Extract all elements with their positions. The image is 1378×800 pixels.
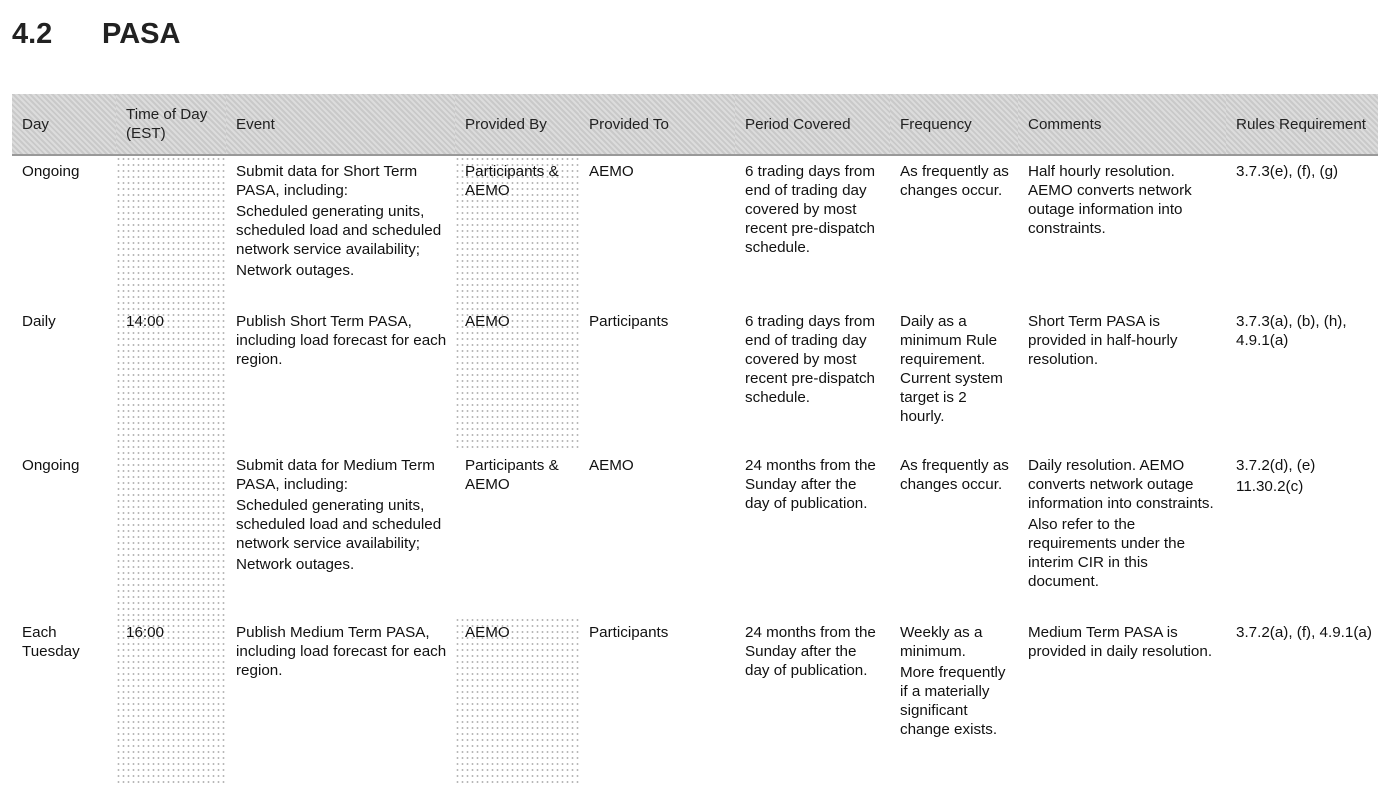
rules-text: 11.30.2(c) bbox=[1236, 478, 1304, 495]
event-cell bbox=[226, 450, 455, 617]
col-header-event: Event bbox=[226, 94, 455, 155]
period-cell bbox=[735, 617, 890, 785]
day-cell: Each Tuesday bbox=[22, 624, 80, 660]
comments-text: Half hourly resolution. AEMO converts network outage information into constraints. bbox=[1028, 163, 1192, 237]
col-header-comments: Comments bbox=[1018, 94, 1226, 155]
provided-to-cell: Participants bbox=[589, 313, 669, 330]
time-cell bbox=[116, 450, 226, 617]
frequency-text: As frequently as changes occur. bbox=[900, 163, 1009, 199]
day-cell: Daily bbox=[22, 313, 56, 330]
comments-cell bbox=[1018, 155, 1226, 306]
rules-text: 3.7.2(d), (e) bbox=[1236, 457, 1316, 474]
event-text: Submit data for Short Term PASA, including: bbox=[236, 163, 418, 199]
period-text: 6 trading days from end of trading day covered by most recent pre-dispatch schedule. bbox=[745, 313, 876, 406]
frequency-text: As frequently as changes occur. bbox=[900, 457, 1009, 493]
provided-by-cell: AEMO bbox=[455, 306, 579, 450]
event-text: Scheduled generating units, scheduled load and scheduled network service availability; bbox=[236, 203, 442, 258]
day-cell: Ongoing bbox=[22, 163, 80, 180]
table-row bbox=[12, 155, 1378, 306]
table-row bbox=[12, 617, 1378, 785]
table-row bbox=[12, 306, 1378, 450]
col-header-day: Day bbox=[12, 94, 116, 155]
frequency-cell bbox=[890, 617, 1018, 785]
rules-cell bbox=[1226, 617, 1378, 785]
event-text: Network outages. bbox=[236, 556, 355, 573]
time-cell: 14:00 bbox=[116, 306, 226, 450]
event-text: Network outages. bbox=[236, 262, 355, 279]
frequency-cell bbox=[890, 450, 1018, 617]
provided-by-cell: AEMO bbox=[455, 617, 579, 785]
col-header-time: Time of Day (EST) bbox=[116, 94, 226, 155]
comments-text: Medium Term PASA is provided in daily resolution. bbox=[1028, 624, 1213, 660]
col-header-period: Period Covered bbox=[735, 94, 890, 155]
event-text: Publish Short Term PASA, including load forecast for each region. bbox=[236, 313, 447, 368]
day-cell: Ongoing bbox=[22, 457, 80, 474]
col-header-rules: Rules Requirement bbox=[1226, 94, 1378, 155]
period-cell bbox=[735, 450, 890, 617]
provided-by-cell: Participants & AEMO bbox=[455, 155, 579, 306]
provided-to-cell: AEMO bbox=[589, 163, 634, 180]
section-heading bbox=[12, 18, 180, 51]
frequency-text: Weekly as a minimum. bbox=[900, 624, 983, 660]
rules-text: 3.7.3(a), (b), (h), 4.9.1(a) bbox=[1236, 313, 1347, 349]
col-header-provided-to: Provided To bbox=[579, 94, 735, 155]
comments-text: Short Term PASA is provided in half-hourly resolution. bbox=[1028, 313, 1178, 368]
event-text: Submit data for Medium Term PASA, including: bbox=[236, 457, 435, 493]
comments-text: Also refer to the requirements under the interim CIR in this document. bbox=[1028, 516, 1186, 590]
event-text: Scheduled generating units, scheduled load and scheduled network service availability; bbox=[236, 497, 442, 552]
rules-cell bbox=[1226, 306, 1378, 450]
period-cell bbox=[735, 155, 890, 306]
table-row bbox=[12, 450, 1378, 617]
rules-cell bbox=[1226, 155, 1378, 306]
comments-cell bbox=[1018, 306, 1226, 450]
frequency-text: More frequently if a materially significant change exists. bbox=[900, 664, 1006, 738]
frequency-cell bbox=[890, 155, 1018, 306]
event-text: Publish Medium Term PASA, including load forecast for each region. bbox=[236, 624, 447, 679]
comments-text: Daily resolution. AEMO converts network outage information into constraints. bbox=[1028, 457, 1214, 512]
rules-cell bbox=[1226, 450, 1378, 617]
provided-by-cell: Participants & AEMO bbox=[465, 457, 559, 493]
comments-cell bbox=[1018, 617, 1226, 785]
rules-text: 3.7.2(a), (f), 4.9.1(a) bbox=[1236, 624, 1372, 641]
period-text: 6 trading days from end of trading day covered by most recent pre-dispatch schedule. bbox=[745, 163, 876, 256]
frequency-cell bbox=[890, 306, 1018, 450]
time-cell: 16:00 bbox=[116, 617, 226, 785]
header-row bbox=[12, 94, 1378, 155]
col-header-frequency: Frequency bbox=[890, 94, 1018, 155]
time-cell bbox=[116, 155, 226, 306]
comments-cell bbox=[1018, 450, 1226, 617]
section-title: PASA bbox=[102, 18, 181, 50]
frequency-text: Daily as a minimum Rule requirement. Current system target is 2 hourly. bbox=[900, 313, 1003, 425]
period-text: 24 months from the Sunday after the day of publication. bbox=[745, 624, 876, 679]
provided-to-cell: Participants bbox=[589, 624, 669, 641]
event-cell bbox=[226, 617, 455, 785]
provided-to-cell: AEMO bbox=[589, 457, 634, 474]
event-cell bbox=[226, 306, 455, 450]
period-text: 24 months from the Sunday after the day of publication. bbox=[745, 457, 876, 512]
col-header-provided-by: Provided By bbox=[455, 94, 579, 155]
rules-text: 3.7.3(e), (f), (g) bbox=[1236, 163, 1339, 180]
event-cell bbox=[226, 155, 455, 306]
period-cell bbox=[735, 306, 890, 450]
pasa-table bbox=[12, 94, 1378, 785]
section-number: 4.2 bbox=[12, 18, 53, 50]
